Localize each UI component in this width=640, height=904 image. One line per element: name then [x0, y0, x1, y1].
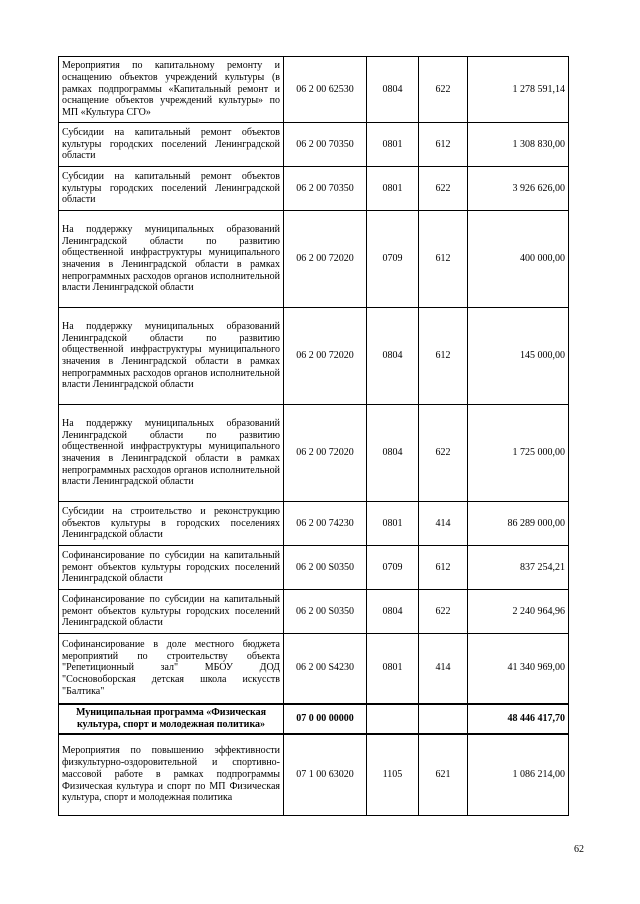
table-row: [59, 546, 569, 590]
program-target-code: 07 0 00 00000: [284, 704, 367, 734]
row-description: На поддержку муниципальных образований Ленинградской области по развитию общественной инфраструктуры муниципального значения в Ленинградской области в рамках непрограммных расходов органов исполнительной власти Ленинградской области: [59, 211, 284, 308]
row-expense-type: 621: [419, 734, 468, 816]
row-target-code: 07 1 00 63020: [284, 734, 367, 816]
row-description: Софинансирование в доле местного бюджета мероприятий по строительству объекта "Репетиционный зал" МБОУ ДОД "Сосновоборская детская школа искусств "Балтика": [59, 634, 284, 704]
table-row: [59, 308, 569, 405]
row-section-code: 0804: [367, 590, 419, 634]
row-description: Субсидии на капитальный ремонт объектов культуры городских поселений Ленинградской области: [59, 123, 284, 167]
table-row: [59, 502, 569, 546]
row-description: Мероприятия по капитальному ремонту и оснащению объектов учреждений культуры (в рамках подпрограммы «Капитальный ремонт и оснащение объектов учреждений культуры» по МП «Культура СГО»: [59, 57, 284, 123]
table-row: [59, 211, 569, 308]
table-row: [59, 405, 569, 502]
row-description: Мероприятия по повышению эффективности физкультурно-оздоровительной и спортивно-массовой работе в рамках подпрограммы Физическая культура и спорт по МП Физическая культура, спорт и молодежная политика: [59, 734, 284, 816]
row-description: Софинансирование по субсидии на капитальный ремонт объектов культуры городских поселений Ленинградской области: [59, 546, 284, 590]
row-section-code: 0709: [367, 211, 419, 308]
table-row: [59, 57, 569, 123]
row-expense-type: 622: [419, 57, 468, 123]
row-section-code: 0709: [367, 546, 419, 590]
row-expense-type: 612: [419, 211, 468, 308]
table-row: [59, 590, 569, 634]
row-section-code: 1105: [367, 734, 419, 816]
program-row: [59, 704, 569, 734]
row-amount: 145 000,00: [468, 308, 569, 405]
row-amount: 2 240 964,96: [468, 590, 569, 634]
row-section-code: 0801: [367, 167, 419, 211]
row-amount: 837 254,21: [468, 546, 569, 590]
row-expense-type: 612: [419, 308, 468, 405]
row-section-code: 0804: [367, 308, 419, 405]
row-target-code: 06 2 00 70350: [284, 167, 367, 211]
table-row: [59, 634, 569, 704]
row-amount: 1 086 214,00: [468, 734, 569, 816]
row-target-code: 06 2 00 72020: [284, 405, 367, 502]
row-section-code: 0801: [367, 634, 419, 704]
program-section-code: [367, 704, 419, 734]
row-amount: 86 289 000,00: [468, 502, 569, 546]
program-title: Муниципальная программа «Физическая культура, спорт и молодежная политика»: [59, 704, 284, 734]
row-expense-type: 612: [419, 123, 468, 167]
program-expense-type: [419, 704, 468, 734]
row-target-code: 06 2 00 S4230: [284, 634, 367, 704]
row-description: Софинансирование по субсидии на капитальный ремонт объектов культуры городских поселений Ленинградской области: [59, 590, 284, 634]
row-description: Субсидии на строительство и реконструкцию объектов культуры в городских поселениях Ленинградской области: [59, 502, 284, 546]
row-section-code: 0801: [367, 123, 419, 167]
row-target-code: 06 2 00 S0350: [284, 546, 367, 590]
row-section-code: 0801: [367, 502, 419, 546]
row-expense-type: 414: [419, 634, 468, 704]
row-target-code: 06 2 00 S0350: [284, 590, 367, 634]
row-amount: 400 000,00: [468, 211, 569, 308]
table-row: [59, 123, 569, 167]
budget-table: [58, 56, 569, 816]
row-expense-type: 414: [419, 502, 468, 546]
row-amount: 1 278 591,14: [468, 57, 569, 123]
row-target-code: 06 2 00 72020: [284, 308, 367, 405]
row-description: На поддержку муниципальных образований Ленинградской области по развитию общественной инфраструктуры муниципального значения в Ленинградской области в рамках непрограммных расходов органов исполнительной власти Ленинградской области: [59, 405, 284, 502]
row-expense-type: 622: [419, 590, 468, 634]
table-row: [59, 734, 569, 816]
page-number: 62: [574, 844, 584, 855]
row-expense-type: 612: [419, 546, 468, 590]
row-amount: 1 725 000,00: [468, 405, 569, 502]
row-amount: 1 308 830,00: [468, 123, 569, 167]
row-amount: 3 926 626,00: [468, 167, 569, 211]
row-expense-type: 622: [419, 167, 468, 211]
program-amount: 48 446 417,70: [468, 704, 569, 734]
row-target-code: 06 2 00 74230: [284, 502, 367, 546]
row-target-code: 06 2 00 62530: [284, 57, 367, 123]
row-amount: 41 340 969,00: [468, 634, 569, 704]
row-description: На поддержку муниципальных образований Ленинградской области по развитию общественной инфраструктуры муниципального значения в Ленинградской области в рамках непрограммных расходов органов исполнительной власти Ленинградской области: [59, 308, 284, 405]
row-target-code: 06 2 00 70350: [284, 123, 367, 167]
row-target-code: 06 2 00 72020: [284, 211, 367, 308]
row-section-code: 0804: [367, 57, 419, 123]
row-expense-type: 622: [419, 405, 468, 502]
row-section-code: 0804: [367, 405, 419, 502]
row-description: Субсидии на капитальный ремонт объектов культуры городских поселений Ленинградской области: [59, 167, 284, 211]
table-row: [59, 167, 569, 211]
